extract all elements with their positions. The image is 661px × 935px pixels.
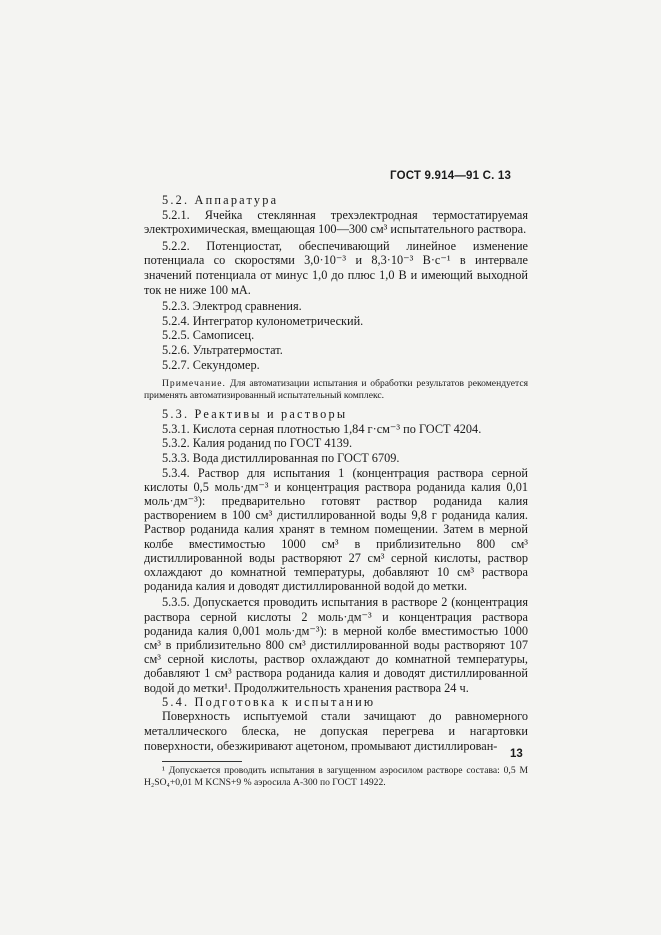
- section-5-2-title: 5.2. Аппаратура: [162, 193, 279, 207]
- section-5-3-5: 5.3.5. Допускается проводить испытания в растворе 2 (концентрация раствора серной кислоты 2 моль·дм⁻³ и концентрация раствора роданида калия 0,001 моль·дм⁻³): в мерной колбе вместимостью 1000 см³ в приблизительно 800 см³ дистиллированной воды растворяют 107 см³ серной кислоты, раствор охлаждают до комнатной температуры, добавляют 1 см³ раствора роданида калия и доводят дистиллированной водой до метки¹. Продолжительность хранения раствора 24 ч.: [144, 595, 528, 695]
- running-header: ГОСТ 9.914—91 С. 13: [390, 170, 512, 182]
- note-text: Для автоматизации испытания и обработки результатов рекомендуется применять автоматизированный испытательный комплекс.: [144, 378, 528, 402]
- footnote: ¹ Допускается проводить испытания в загущенном аэросилом растворе состава: 0,5 M H₂SO₄+0,01 M KCNS+9 % аэросила А-300 по ГОСТ 14922.: [144, 765, 528, 789]
- section-5-4-text: Поверхность испытуемой стали зачищают до равномерного металлического блеска, не допуская перегрева и нагартовки поверхности, обезжиривают ацетоном, промывают дистиллирован-: [144, 709, 528, 753]
- body-text: [144, 193, 528, 789]
- note-label: Примечание.: [162, 378, 226, 390]
- section-5-3-2: 5.3.2. Калия роданид по ГОСТ 4139.: [162, 436, 353, 451]
- page-number: 13: [510, 748, 523, 760]
- section-5-3-1: 5.3.1. Кислота серная плотностью 1,84 г·см⁻³ по ГОСТ 4204.: [162, 421, 482, 436]
- note: [144, 378, 528, 402]
- section-5-3-3: 5.3.3. Вода дистиллированная по ГОСТ 6709.: [162, 450, 400, 465]
- section-5-3-4: 5.3.4. Раствор для испытания 1 (концентрация раствора серной кислоты 0,5 моль·дм⁻³ и концентрация раствора роданида калия 0,01 моль·дм⁻³): предварительно готовят раствор роданида калия растворением в 100 см³ дистиллированной воды 9,8 г роданида калия. Раствор роданида калия хранят в темном помещении. Затем в мерной колбе вместимостью 1000 см³ в приблизительно 800 см³ дистиллированной воды растворяют 27 см³ серной кислоты, раствор охлаждают до комнатной температуры, добавляют 10 см³ раствора роданида калия и доводят дистиллированной водой до метки.: [144, 465, 528, 594]
- section-5-2-2: 5.2.2. Потенциостат, обеспечивающий линейное изменение потенциала со скоростями 3,0·10⁻³ и 8,3·10⁻³ В·с⁻¹ в интервале значений потенциала от минус 1,0 до плюс 1,0 В и имеющий выходной ток не ниже 100 мА.: [144, 238, 528, 297]
- section-5-2-1: 5.2.1. Ячейка стеклянная трехэлектродная термостатируемая электрохимическая, вмещающая 100—300 см³ испытательного раствора.: [144, 207, 528, 237]
- section-5-2-4: 5.2.4. Интегратор кулонометрический.: [162, 313, 364, 328]
- section-5-2-7: 5.2.7. Секундомер.: [162, 357, 260, 372]
- footnote-divider: [162, 761, 242, 762]
- section-5-3-title: 5.3. Реактивы и растворы: [162, 407, 348, 422]
- section-5-4-title: 5.4. Подготовка к испытанию: [162, 694, 376, 709]
- section-5-2-5: 5.2.5. Самописец.: [162, 328, 255, 343]
- section-5-2-6: 5.2.6. Ультратермостат.: [162, 342, 283, 357]
- section-5-2-3: 5.2.3. Электрод сравнения.: [162, 299, 302, 314]
